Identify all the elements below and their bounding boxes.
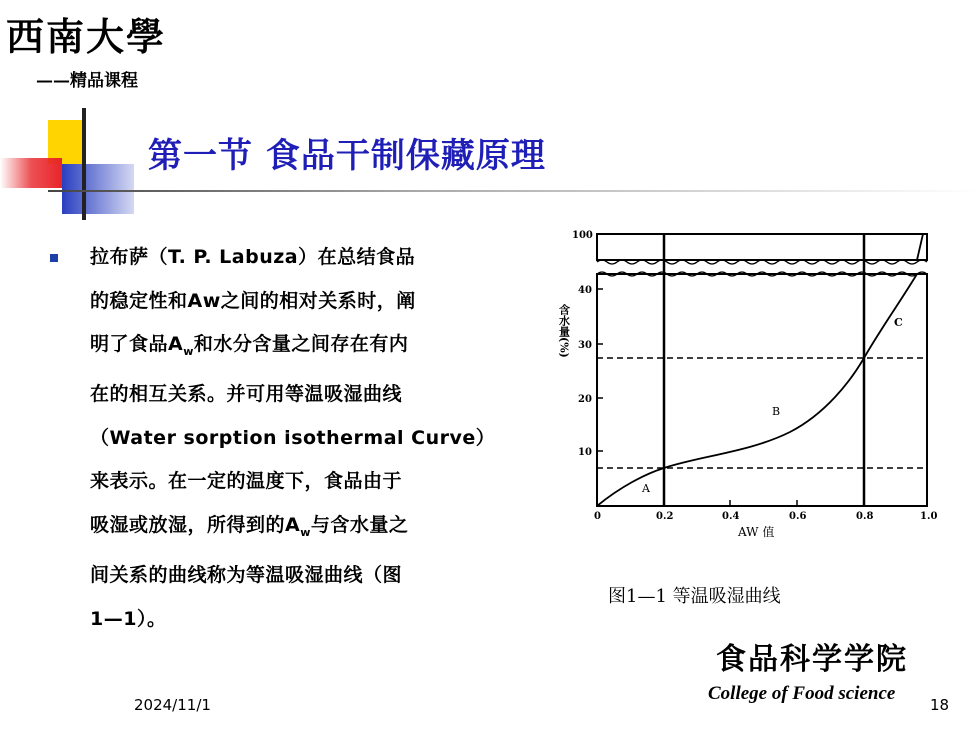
x-tick-label: 0.8 <box>856 511 874 522</box>
isotherm-curve <box>597 274 917 506</box>
university-logo: 西南大學 <box>6 14 167 59</box>
deco-blue-bar <box>62 164 134 214</box>
text-line: （Water sorption isothermal Curve） <box>90 426 496 449</box>
text-line: 拉布萨（T. P. Labuza）在总结食品 <box>90 246 416 268</box>
y-tick-label: 20 <box>578 394 592 405</box>
figure-caption: 图1—1 等温吸湿曲线 <box>608 586 781 607</box>
x-tick-label: 0.4 <box>722 511 740 522</box>
text-line: 的稳定性和Aw之间的相对关系时，阐 <box>90 289 416 312</box>
top-scale-box <box>597 234 927 260</box>
slide-title: 第一节 食品干制保藏原理 <box>148 136 546 176</box>
deco-vertical-line <box>82 108 86 220</box>
region-label-a: A <box>642 482 650 495</box>
plot-frame <box>597 274 927 506</box>
x-tick-label: 1.0 <box>920 511 938 522</box>
college-name-en: College of Food science <box>708 683 896 704</box>
text-line: 吸湿或放湿，所得到的$A_w$与含水量之 <box>90 513 409 539</box>
x-tick-label: 0.2 <box>656 511 674 522</box>
x-axis-label: AW 值 <box>738 525 775 539</box>
x-tick-label: 0.6 <box>789 511 807 522</box>
college-logo-cn: 食品科学学院 <box>716 642 908 677</box>
y-top-tick-label: 100 <box>572 230 593 241</box>
slide-date: 2024/11/1 <box>134 696 211 714</box>
isotherm-curve-top <box>917 234 923 260</box>
title-underline <box>48 190 980 192</box>
course-subtitle: ——精品课程 <box>36 71 138 91</box>
region-label-c: C <box>894 316 903 329</box>
text-line: 来表示。在一定的温度下，食品由于 <box>90 470 403 493</box>
text-line: 间关系的曲线称为等温吸湿曲线（图 <box>90 564 403 587</box>
deco-red-bar <box>0 158 62 188</box>
y-tick-label: 40 <box>578 285 592 296</box>
page-number: 18 <box>930 696 950 714</box>
y-tick-label: 10 <box>578 447 592 458</box>
text-line: 在的相互关系。并可用等温吸湿曲线 <box>90 383 403 406</box>
region-label-b: B <box>772 405 781 418</box>
text-line: 1—1）。 <box>90 607 167 630</box>
bullet-marker <box>50 254 58 262</box>
deco-yellow-square <box>48 120 84 164</box>
text-line: 明了食品$A_w$和水分含量之间存在有内 <box>90 333 409 358</box>
bullet-paragraph <box>90 236 530 641</box>
y-tick-label: 30 <box>578 340 592 351</box>
isotherm-figure <box>557 222 960 552</box>
y-axis-label: 含水量(%) <box>557 304 571 358</box>
x-tick-label: 0 <box>594 511 601 522</box>
